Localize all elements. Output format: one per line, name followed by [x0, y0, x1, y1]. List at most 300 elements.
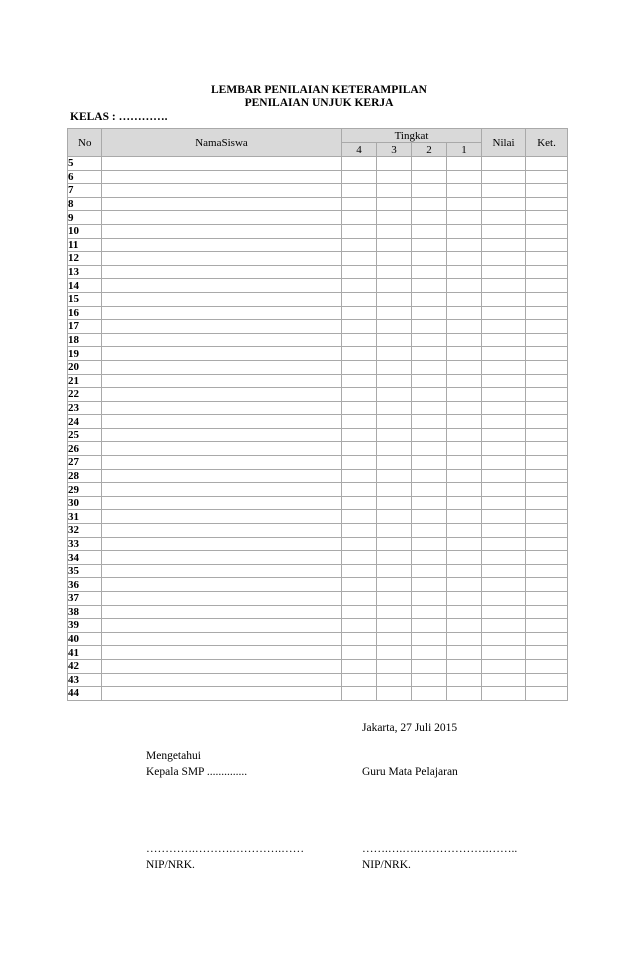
nama-cell[interactable] [102, 157, 342, 171]
nilai-cell[interactable] [482, 401, 526, 415]
row-number: 41 [68, 646, 102, 660]
level-1-cell[interactable] [447, 388, 482, 402]
level-3-cell[interactable] [377, 170, 412, 184]
header-no: No [68, 129, 102, 157]
level-4-cell[interactable] [342, 292, 377, 306]
level-3-cell[interactable] [377, 388, 412, 402]
nama-cell[interactable] [102, 184, 342, 198]
level-1-cell[interactable] [447, 211, 482, 225]
level-3-cell[interactable] [377, 401, 412, 415]
level-3-cell[interactable] [377, 184, 412, 198]
level-4-cell[interactable] [342, 170, 377, 184]
nama-cell[interactable] [102, 551, 342, 565]
level-4-cell[interactable] [342, 184, 377, 198]
level-4-cell[interactable] [342, 496, 377, 510]
level-1-cell[interactable] [447, 469, 482, 483]
row-number: 36 [68, 578, 102, 592]
nilai-cell[interactable] [482, 320, 526, 334]
nilai-cell[interactable] [482, 578, 526, 592]
level-2-cell[interactable] [412, 388, 447, 402]
level-4-cell[interactable] [342, 510, 377, 524]
level-4-cell[interactable] [342, 551, 377, 565]
level-2-cell[interactable] [412, 252, 447, 266]
nama-cell[interactable] [102, 224, 342, 238]
level-3-cell[interactable] [377, 265, 412, 279]
nama-cell[interactable] [102, 605, 342, 619]
level-3-cell[interactable] [377, 347, 412, 361]
level-2-cell[interactable] [412, 483, 447, 497]
ket-cell[interactable] [526, 456, 568, 470]
level-3-cell[interactable] [377, 279, 412, 293]
level-3-cell[interactable] [377, 632, 412, 646]
level-1-cell[interactable] [447, 578, 482, 592]
level-3-cell[interactable] [377, 483, 412, 497]
nama-cell[interactable] [102, 360, 342, 374]
level-3-cell[interactable] [377, 252, 412, 266]
level-2-cell[interactable] [412, 157, 447, 171]
level-2-cell[interactable] [412, 524, 447, 538]
ket-cell[interactable] [526, 374, 568, 388]
level-1-cell[interactable] [447, 197, 482, 211]
ket-cell[interactable] [526, 197, 568, 211]
nama-cell[interactable] [102, 374, 342, 388]
level-4-cell[interactable] [342, 537, 377, 551]
level-3-cell[interactable] [377, 320, 412, 334]
ket-cell[interactable] [526, 157, 568, 171]
ket-cell[interactable] [526, 510, 568, 524]
level-2-cell[interactable] [412, 415, 447, 429]
nilai-cell[interactable] [482, 265, 526, 279]
table-row [68, 184, 568, 198]
nip-left: NIP/NRK. [146, 859, 195, 871]
table-row [68, 292, 568, 306]
level-1-cell[interactable] [447, 401, 482, 415]
level-3-cell[interactable] [377, 469, 412, 483]
ket-cell[interactable] [526, 415, 568, 429]
level-1-cell[interactable] [447, 374, 482, 388]
level-1-cell[interactable] [447, 347, 482, 361]
row-number: 43 [68, 673, 102, 687]
level-3-cell[interactable] [377, 659, 412, 673]
level-4-cell[interactable] [342, 252, 377, 266]
nilai-cell[interactable] [482, 374, 526, 388]
level-2-cell[interactable] [412, 265, 447, 279]
nilai-cell[interactable] [482, 388, 526, 402]
level-1-cell[interactable] [447, 292, 482, 306]
level-1-cell[interactable] [447, 687, 482, 701]
level-2-cell[interactable] [412, 428, 447, 442]
level-1-cell[interactable] [447, 483, 482, 497]
ket-cell[interactable] [526, 592, 568, 606]
ket-cell[interactable] [526, 428, 568, 442]
level-3-cell[interactable] [377, 687, 412, 701]
nama-cell[interactable] [102, 279, 342, 293]
nilai-cell[interactable] [482, 170, 526, 184]
level-4-cell[interactable] [342, 279, 377, 293]
ket-cell[interactable] [526, 442, 568, 456]
level-4-cell[interactable] [342, 320, 377, 334]
nilai-cell[interactable] [482, 211, 526, 225]
nilai-cell[interactable] [482, 184, 526, 198]
level-2-cell[interactable] [412, 537, 447, 551]
level-1-cell[interactable] [447, 224, 482, 238]
level-3-cell[interactable] [377, 646, 412, 660]
level-2-cell[interactable] [412, 442, 447, 456]
ket-cell[interactable] [526, 673, 568, 687]
level-1-cell[interactable] [447, 659, 482, 673]
level-4-cell[interactable] [342, 687, 377, 701]
level-2-cell[interactable] [412, 360, 447, 374]
level-4-cell[interactable] [342, 238, 377, 252]
nama-cell[interactable] [102, 252, 342, 266]
ket-cell[interactable] [526, 659, 568, 673]
nilai-cell[interactable] [482, 415, 526, 429]
level-1-cell[interactable] [447, 551, 482, 565]
nilai-cell[interactable] [482, 537, 526, 551]
level-4-cell[interactable] [342, 659, 377, 673]
level-4-cell[interactable] [342, 347, 377, 361]
level-2-cell[interactable] [412, 306, 447, 320]
nama-cell[interactable] [102, 401, 342, 415]
level-1-cell[interactable] [447, 333, 482, 347]
level-1-cell[interactable] [447, 496, 482, 510]
ket-cell[interactable] [526, 551, 568, 565]
level-1-cell[interactable] [447, 252, 482, 266]
ket-cell[interactable] [526, 496, 568, 510]
level-3-cell[interactable] [377, 415, 412, 429]
level-4-cell[interactable] [342, 211, 377, 225]
level-1-cell[interactable] [447, 619, 482, 633]
level-3-cell[interactable] [377, 224, 412, 238]
nama-cell[interactable] [102, 564, 342, 578]
level-2-cell[interactable] [412, 320, 447, 334]
nilai-cell[interactable] [482, 564, 526, 578]
level-4-cell[interactable] [342, 578, 377, 592]
level-2-cell[interactable] [412, 687, 447, 701]
nama-cell[interactable] [102, 442, 342, 456]
nama-cell[interactable] [102, 428, 342, 442]
level-3-cell[interactable] [377, 456, 412, 470]
level-3-cell[interactable] [377, 238, 412, 252]
ket-cell[interactable] [526, 265, 568, 279]
level-2-cell[interactable] [412, 292, 447, 306]
row-number: 37 [68, 592, 102, 606]
level-4-cell[interactable] [342, 673, 377, 687]
level-2-cell[interactable] [412, 374, 447, 388]
ket-cell[interactable] [526, 401, 568, 415]
nilai-cell[interactable] [482, 238, 526, 252]
nama-cell[interactable] [102, 347, 342, 361]
level-2-cell[interactable] [412, 496, 447, 510]
level-3-cell[interactable] [377, 578, 412, 592]
nama-cell[interactable] [102, 388, 342, 402]
nilai-cell[interactable] [482, 687, 526, 701]
level-4-cell[interactable] [342, 157, 377, 171]
level-3-cell[interactable] [377, 292, 412, 306]
nilai-cell[interactable] [482, 673, 526, 687]
nilai-cell[interactable] [482, 632, 526, 646]
nilai-cell[interactable] [482, 605, 526, 619]
level-3-cell[interactable] [377, 510, 412, 524]
nama-cell[interactable] [102, 306, 342, 320]
level-2-cell[interactable] [412, 238, 447, 252]
nilai-cell[interactable] [482, 428, 526, 442]
nama-cell[interactable] [102, 673, 342, 687]
nilai-cell[interactable] [482, 306, 526, 320]
nilai-cell[interactable] [482, 333, 526, 347]
nilai-cell[interactable] [482, 279, 526, 293]
level-2-cell[interactable] [412, 333, 447, 347]
nilai-cell[interactable] [482, 224, 526, 238]
nama-cell[interactable] [102, 592, 342, 606]
row-number: 17 [68, 320, 102, 334]
ket-cell[interactable] [526, 292, 568, 306]
level-3-cell[interactable] [377, 197, 412, 211]
level-4-cell[interactable] [342, 524, 377, 538]
ket-cell[interactable] [526, 483, 568, 497]
level-1-cell[interactable] [447, 157, 482, 171]
level-3-cell[interactable] [377, 551, 412, 565]
nama-cell[interactable] [102, 170, 342, 184]
level-1-cell[interactable] [447, 320, 482, 334]
nilai-cell[interactable] [482, 496, 526, 510]
ket-cell[interactable] [526, 347, 568, 361]
level-1-cell[interactable] [447, 415, 482, 429]
nilai-cell[interactable] [482, 524, 526, 538]
nama-cell[interactable] [102, 510, 342, 524]
level-2-cell[interactable] [412, 578, 447, 592]
nama-cell[interactable] [102, 496, 342, 510]
nilai-cell[interactable] [482, 292, 526, 306]
ket-cell[interactable] [526, 184, 568, 198]
level-1-cell[interactable] [447, 184, 482, 198]
ket-cell[interactable] [526, 605, 568, 619]
row-number: 29 [68, 483, 102, 497]
level-1-cell[interactable] [447, 524, 482, 538]
nilai-cell[interactable] [482, 157, 526, 171]
nama-cell[interactable] [102, 646, 342, 660]
level-2-cell[interactable] [412, 619, 447, 633]
level-2-cell[interactable] [412, 592, 447, 606]
level-2-cell[interactable] [412, 184, 447, 198]
level-2-cell[interactable] [412, 646, 447, 660]
level-1-cell[interactable] [447, 537, 482, 551]
level-1-cell[interactable] [447, 564, 482, 578]
level-4-cell[interactable] [342, 374, 377, 388]
nama-cell[interactable] [102, 537, 342, 551]
level-4-cell[interactable] [342, 564, 377, 578]
nilai-cell[interactable] [482, 619, 526, 633]
level-3-cell[interactable] [377, 306, 412, 320]
level-4-cell[interactable] [342, 483, 377, 497]
level-1-cell[interactable] [447, 360, 482, 374]
level-4-cell[interactable] [342, 333, 377, 347]
nama-cell[interactable] [102, 456, 342, 470]
level-4-cell[interactable] [342, 265, 377, 279]
level-3-cell[interactable] [377, 360, 412, 374]
level-2-cell[interactable] [412, 197, 447, 211]
nama-cell[interactable] [102, 292, 342, 306]
nama-cell[interactable] [102, 211, 342, 225]
level-2-cell[interactable] [412, 605, 447, 619]
ket-cell[interactable] [526, 646, 568, 660]
ket-cell[interactable] [526, 388, 568, 402]
level-1-cell[interactable] [447, 510, 482, 524]
level-4-cell[interactable] [342, 197, 377, 211]
level-4-cell[interactable] [342, 605, 377, 619]
ket-cell[interactable] [526, 211, 568, 225]
nama-cell[interactable] [102, 265, 342, 279]
level-2-cell[interactable] [412, 632, 447, 646]
nip-right: NIP/NRK. [362, 859, 411, 871]
nama-cell[interactable] [102, 524, 342, 538]
ket-cell[interactable] [526, 333, 568, 347]
level-4-cell[interactable] [342, 428, 377, 442]
level-4-cell[interactable] [342, 469, 377, 483]
level-1-cell[interactable] [447, 279, 482, 293]
nama-cell[interactable] [102, 632, 342, 646]
level-1-cell[interactable] [447, 605, 482, 619]
nilai-cell[interactable] [482, 456, 526, 470]
level-1-cell[interactable] [447, 646, 482, 660]
nama-cell[interactable] [102, 483, 342, 497]
level-3-cell[interactable] [377, 374, 412, 388]
level-2-cell[interactable] [412, 659, 447, 673]
row-number: 40 [68, 632, 102, 646]
nama-cell[interactable] [102, 238, 342, 252]
level-4-cell[interactable] [342, 442, 377, 456]
nama-cell[interactable] [102, 197, 342, 211]
row-number: 38 [68, 605, 102, 619]
ket-cell[interactable] [526, 469, 568, 483]
nama-cell[interactable] [102, 415, 342, 429]
nilai-cell[interactable] [482, 659, 526, 673]
level-4-cell[interactable] [342, 592, 377, 606]
nilai-cell[interactable] [482, 197, 526, 211]
level-1-cell[interactable] [447, 592, 482, 606]
level-3-cell[interactable] [377, 564, 412, 578]
level-1-cell[interactable] [447, 442, 482, 456]
nilai-cell[interactable] [482, 510, 526, 524]
level-1-cell[interactable] [447, 673, 482, 687]
level-2-cell[interactable] [412, 456, 447, 470]
nama-cell[interactable] [102, 333, 342, 347]
nilai-cell[interactable] [482, 469, 526, 483]
ket-cell[interactable] [526, 578, 568, 592]
level-3-cell[interactable] [377, 333, 412, 347]
nilai-cell[interactable] [482, 592, 526, 606]
table-row [68, 510, 568, 524]
level-2-cell[interactable] [412, 224, 447, 238]
row-number: 44 [68, 687, 102, 701]
nilai-cell[interactable] [482, 646, 526, 660]
ket-cell[interactable] [526, 632, 568, 646]
level-1-cell[interactable] [447, 428, 482, 442]
nama-cell[interactable] [102, 469, 342, 483]
nama-cell[interactable] [102, 320, 342, 334]
level-2-cell[interactable] [412, 564, 447, 578]
ket-cell[interactable] [526, 252, 568, 266]
ket-cell[interactable] [526, 224, 568, 238]
level-1-cell[interactable] [447, 632, 482, 646]
level-4-cell[interactable] [342, 388, 377, 402]
nilai-cell[interactable] [482, 252, 526, 266]
level-4-cell[interactable] [342, 401, 377, 415]
level-3-cell[interactable] [377, 524, 412, 538]
nama-cell[interactable] [102, 578, 342, 592]
level-2-cell[interactable] [412, 673, 447, 687]
level-2-cell[interactable] [412, 469, 447, 483]
level-4-cell[interactable] [342, 632, 377, 646]
nilai-cell[interactable] [482, 442, 526, 456]
ket-cell[interactable] [526, 306, 568, 320]
level-2-cell[interactable] [412, 510, 447, 524]
level-4-cell[interactable] [342, 456, 377, 470]
table-row [68, 388, 568, 402]
nilai-cell[interactable] [482, 483, 526, 497]
ket-cell[interactable] [526, 524, 568, 538]
nama-cell[interactable] [102, 619, 342, 633]
level-2-cell[interactable] [412, 347, 447, 361]
nama-cell[interactable] [102, 659, 342, 673]
level-1-cell[interactable] [447, 170, 482, 184]
ket-cell[interactable] [526, 279, 568, 293]
header-level-4: 4 [342, 143, 377, 157]
level-1-cell[interactable] [447, 238, 482, 252]
level-4-cell[interactable] [342, 415, 377, 429]
level-3-cell[interactable] [377, 428, 412, 442]
level-2-cell[interactable] [412, 401, 447, 415]
ket-cell[interactable] [526, 238, 568, 252]
ket-cell[interactable] [526, 564, 568, 578]
ket-cell[interactable] [526, 619, 568, 633]
level-3-cell[interactable] [377, 157, 412, 171]
table-row [68, 401, 568, 415]
level-4-cell[interactable] [342, 306, 377, 320]
ket-cell[interactable] [526, 170, 568, 184]
level-1-cell[interactable] [447, 456, 482, 470]
level-2-cell[interactable] [412, 211, 447, 225]
nama-cell[interactable] [102, 687, 342, 701]
level-3-cell[interactable] [377, 537, 412, 551]
level-1-cell[interactable] [447, 265, 482, 279]
nilai-cell[interactable] [482, 347, 526, 361]
level-3-cell[interactable] [377, 619, 412, 633]
level-3-cell[interactable] [377, 592, 412, 606]
ket-cell[interactable] [526, 360, 568, 374]
nilai-cell[interactable] [482, 551, 526, 565]
ket-cell[interactable] [526, 320, 568, 334]
level-3-cell[interactable] [377, 442, 412, 456]
level-2-cell[interactable] [412, 551, 447, 565]
level-3-cell[interactable] [377, 673, 412, 687]
level-2-cell[interactable] [412, 170, 447, 184]
level-1-cell[interactable] [447, 306, 482, 320]
table-row [68, 224, 568, 238]
level-4-cell[interactable] [342, 619, 377, 633]
level-4-cell[interactable] [342, 646, 377, 660]
level-3-cell[interactable] [377, 496, 412, 510]
row-number: 14 [68, 279, 102, 293]
level-2-cell[interactable] [412, 279, 447, 293]
nilai-cell[interactable] [482, 360, 526, 374]
level-3-cell[interactable] [377, 605, 412, 619]
level-4-cell[interactable] [342, 224, 377, 238]
ket-cell[interactable] [526, 687, 568, 701]
ket-cell[interactable] [526, 537, 568, 551]
level-3-cell[interactable] [377, 211, 412, 225]
level-4-cell[interactable] [342, 360, 377, 374]
